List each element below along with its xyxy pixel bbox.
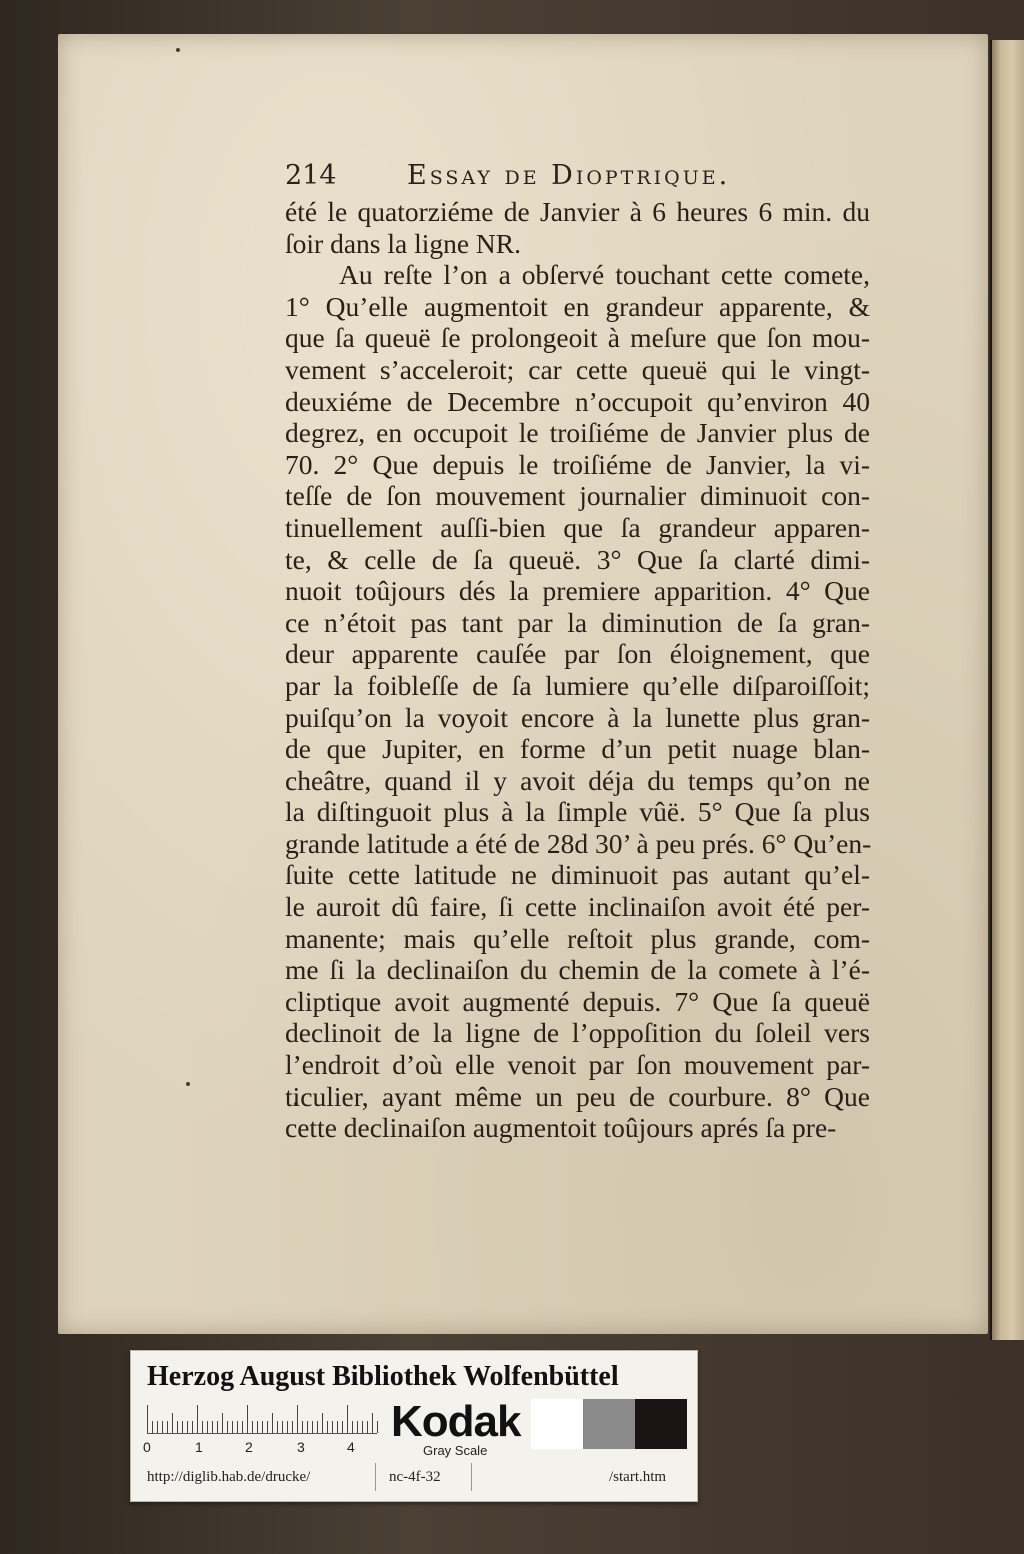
scale-ruler	[147, 1403, 377, 1434]
text-line: le auroit dû faire, ſi cette inclinaiſon avoit été per-	[285, 891, 870, 923]
ruler-tick	[157, 1421, 158, 1433]
text-line: de que Jupiter, en forme d’un petit nuage blan-	[285, 733, 870, 765]
ruler-tick	[337, 1421, 338, 1433]
text-line: ſuite cette latitude ne diminuoit pas autant qu’el-	[285, 859, 870, 891]
ruler-tick	[182, 1421, 183, 1433]
text-line: ſoir dans la ligne NR.	[285, 227, 522, 259]
running-title: Essay de Dioptrique.	[407, 160, 731, 191]
text-line: cliptique avoit augmenté depuis. 7° Que ſa queuë	[285, 985, 870, 1017]
ruler-number: 4	[347, 1439, 355, 1455]
ruler-tick	[177, 1421, 178, 1433]
text-line: 1° Qu’elle augmentoit en grandeur apparente, &	[285, 290, 870, 322]
ruler-tick	[202, 1421, 203, 1433]
ruler-tick	[197, 1405, 198, 1433]
ruler-tick	[322, 1413, 323, 1433]
ruler-tick	[167, 1421, 168, 1433]
text-line: 70. 2° Que depuis le troiſiéme de Janvier, la vi-	[285, 448, 870, 480]
ruler-tick	[372, 1413, 373, 1433]
ruler-tick	[242, 1421, 243, 1433]
text-line: vement s’acceleroit; car cette queuë qui le vingt-	[285, 353, 870, 385]
ruler-tick	[222, 1413, 223, 1433]
ruler-tick	[217, 1421, 218, 1433]
ruler-tick	[227, 1421, 228, 1433]
text-line: te, & celle de ſa queuë. 3° Que ſa clarté dimi-	[285, 543, 870, 575]
ruler-tick	[332, 1421, 333, 1433]
ruler-number: 2	[245, 1439, 253, 1455]
url-suffix: /start.htm	[609, 1469, 667, 1485]
ruler-tick	[192, 1421, 193, 1433]
ruler-tick	[267, 1421, 268, 1433]
ruler-tick	[327, 1421, 328, 1433]
ruler-number: 0	[143, 1439, 151, 1455]
text-line: par la foibleſſe de ſa lumiere qu’elle diſparoiſſoit;	[285, 669, 870, 701]
text-line: teſſe de ſon mouvement journalier diminuoit con-	[285, 480, 870, 512]
text-line: declinoit de la ligne de l’oppoſition du ſoleil vers	[285, 1017, 870, 1049]
ruler-tick	[357, 1421, 358, 1433]
divider	[471, 1463, 472, 1491]
page-header	[285, 160, 785, 200]
text-line: deuxiéme de Decembre n’occupoit qu’environ 40	[285, 385, 870, 417]
gray-scale-label: Gray Scale	[423, 1443, 488, 1458]
text-line: me ſi la declinaiſon du chemin de la comete à l’é-	[285, 954, 870, 986]
ruler-tick	[147, 1405, 148, 1433]
ruler-tick	[172, 1413, 173, 1433]
ruler-tick	[252, 1421, 253, 1433]
text-line: la diſtinguoit plus à la ſimple vûë. 5° Que ſa plus	[285, 796, 870, 828]
ruler-tick	[307, 1421, 308, 1433]
url-prefix: http://diglib.hab.de/drucke/	[147, 1469, 311, 1485]
text-line: cette declinaiſon augmentoit toûjours aprés ſa pre-	[285, 1112, 837, 1144]
library-label-card	[130, 1350, 698, 1502]
gray-swatch-black	[635, 1399, 687, 1449]
ruler-tick	[282, 1421, 283, 1433]
body-text	[285, 196, 870, 1144]
ruler-tick	[237, 1421, 238, 1433]
ruler-tick	[212, 1421, 213, 1433]
facing-page-edge	[990, 40, 1024, 1340]
text-line: que ſa queuë ſe prolongeoit à meſure que ſon mou-	[285, 322, 870, 354]
text-line: ticulier, ayant même un peu de courbure. 8° Que	[285, 1080, 870, 1112]
ruler-tick	[367, 1421, 368, 1433]
text-line: cheâtre, quand il y avoit déja du temps qu’on ne	[285, 764, 870, 796]
ruler-tick	[207, 1421, 208, 1433]
ruler-tick	[247, 1405, 248, 1433]
ruler-tick	[297, 1405, 298, 1433]
text-line: l’endroit d’où elle venoit par ſon mouvement par-	[285, 1049, 870, 1081]
ink-spot	[176, 48, 180, 52]
ruler-tick	[362, 1421, 363, 1433]
ruler-number: 1	[195, 1439, 203, 1455]
ruler-tick	[342, 1421, 343, 1433]
ruler-tick	[287, 1421, 288, 1433]
kodak-logo: Kodak	[391, 1397, 521, 1446]
ruler-tick	[162, 1421, 163, 1433]
ruler-tick	[187, 1421, 188, 1433]
shelfmark: nc-4f-32	[389, 1469, 441, 1485]
ruler-tick	[377, 1421, 378, 1433]
ruler-tick	[262, 1421, 263, 1433]
divider	[375, 1463, 376, 1491]
text-line: été le quatorziéme de Janvier à 6 heures 6 min. du	[285, 196, 870, 227]
ink-spot	[186, 1082, 190, 1086]
text-line: grande latitude a été de 28d 30’ à peu prés. 6° Qu’en-	[285, 827, 872, 859]
gray-swatch-white	[531, 1399, 583, 1449]
ruler-tick	[272, 1413, 273, 1433]
text-line: ce n’étoit pas tant par la diminution de ſa gran-	[285, 606, 870, 638]
text-line: tinuellement auſſi-bien que ſa grandeur apparen-	[285, 511, 870, 543]
ruler-tick	[232, 1421, 233, 1433]
ruler-tick	[302, 1421, 303, 1433]
page-number: 214	[285, 160, 337, 191]
text-line: puiſqu’on la voyoit encore à la lunette plus gran-	[285, 701, 870, 733]
text-line: manente; mais qu’elle reſtoit plus grande, com-	[285, 922, 870, 954]
ruler-tick	[312, 1421, 313, 1433]
text-line: Au reſte l’on a obſervé touchant cette comete,	[339, 259, 870, 291]
ruler-number: 3	[297, 1439, 305, 1455]
ruler-tick	[152, 1421, 153, 1433]
text-line: nuoit toûjours dés la premiere apparition. 4° Que	[285, 575, 870, 607]
gray-swatch-mid	[583, 1399, 635, 1449]
ruler-tick	[257, 1421, 258, 1433]
library-name: Herzog August Bibliothek Wolfenbüttel	[147, 1361, 619, 1392]
ruler-tick	[347, 1405, 348, 1433]
ruler-tick	[277, 1421, 278, 1433]
text-line: deur apparente cauſée par ſon éloignement, que	[285, 638, 870, 670]
ruler-tick	[317, 1421, 318, 1433]
ruler-tick	[292, 1421, 293, 1433]
text-line: degrez, en occupoit le troiſiéme de Janvier plus de	[285, 417, 870, 449]
ruler-tick	[352, 1421, 353, 1433]
